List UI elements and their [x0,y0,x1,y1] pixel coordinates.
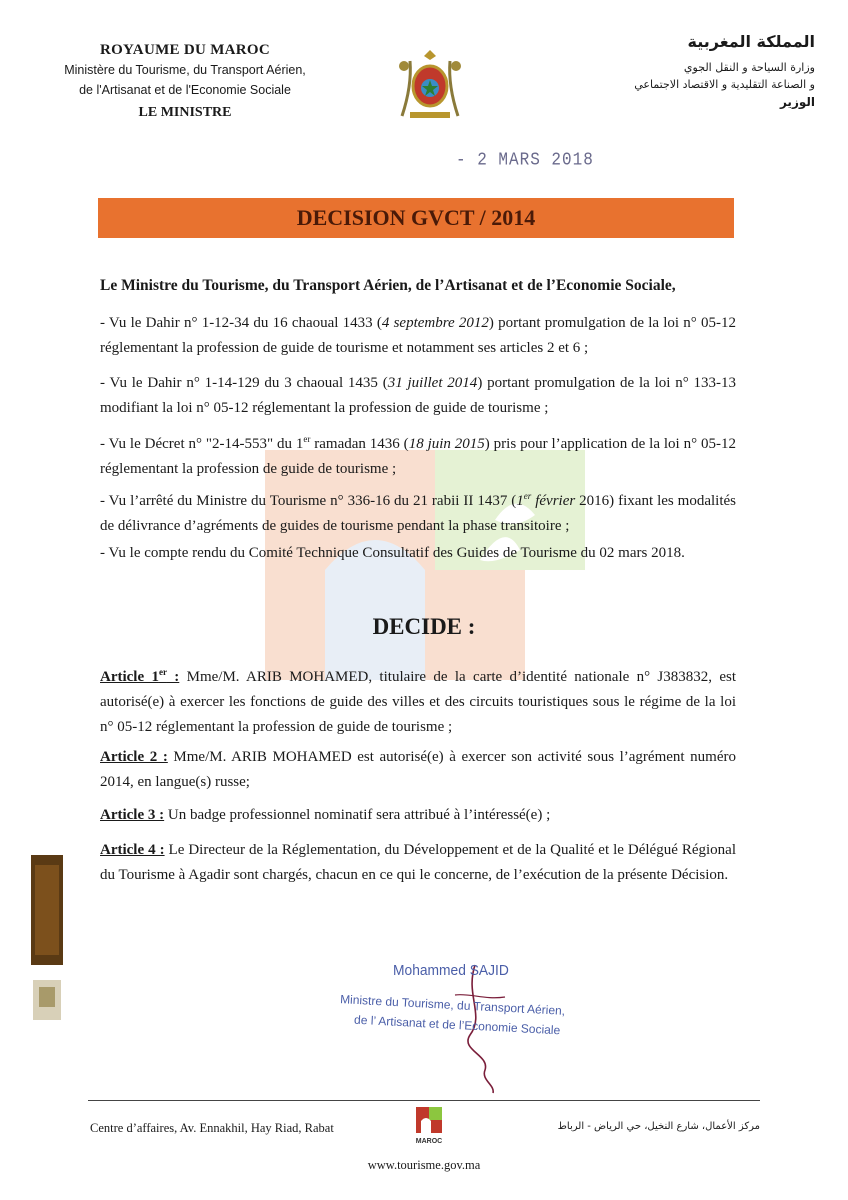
consideration-2: - Vu le Dahir n° 1-14-129 du 3 chaoual 1435 (31 juillet 2014) portant promulgation de la loi n° 133-13 modifiant la loi n° 05-12 réglementant la profession de guide de tourisme ; [100,375,736,416]
ministry-line-2: de l'Artisanat et de l'Economie Sociale [79,83,291,97]
maroc-logo-icon [412,1107,446,1147]
signatory-title-line-2: de l’ Artisanat et de l’Economie Sociale [353,1012,561,1038]
footer-url: www.tourisme.gov.ma [367,1158,481,1172]
minister-title: LE MINISTRE [138,105,232,120]
footer-divider [88,1100,760,1101]
article-2: Article 2 : Mme/M. ARIB MOHAMED est autorisé(e) à exercer son activité sous l’agrément numéro 2014, en langue(s) russe; [100,749,736,790]
consideration-1: - Vu le Dahir n° 1-12-34 du 16 chaoual 1433 (4 septembre 2012) portant promulgation de la loi n° 05-12 réglementant la profession de guide de tourisme et notamment ses articles 2 et 6 ; [100,315,736,356]
article-3: Article 3 : Un badge professionnel nominatif sera attribué à l’intéressé(e) ; [100,807,551,823]
decision-title-banner: DECISION GVCT / 2014 [98,198,734,238]
security-strip-icon [27,855,67,1035]
article-4: Article 4 : Le Directeur de la Réglementation, du Développement et de la Qualité et le Délégué Régional du Tourisme à Agadir sont chargés, chacun en ce qui le concerne, de l’exécution de la présente Décision. [100,842,736,883]
article-2-label: Article 2 : [100,749,168,765]
article-1: Article 1er : Mme/M. ARIB MOHAMED, titulaire de la carte d’identité nationale n° J383832, est autorisé(e) à exercer les fonctions de guide des villes et des circuits touristiques sous le régime de la loi n° 05-12 réglementant la profession de guide de tourisme ; [100,667,736,735]
consideration-3: - Vu le Décret n° "2-14-553" du 1er ramadan 1436 (18 juin 2015) pris pour l’application de la loi n° 05-12 réglementant la profession de guide de tourisme ; [100,434,736,477]
consideration-5: - Vu le compte rendu du Comité Technique Consultatif des Guides de Tourisme du 02 mars 2018. [100,545,685,561]
article-4-label: Article 4 : [100,842,165,858]
article-3-label: Article 3 : [100,807,165,823]
maroc-logo-text: MAROC [415,1138,443,1145]
footer-address: Centre d’affaires, Av. Ennakhil, Hay Riad, Rabat [90,1121,334,1135]
ministry-line-2-ar: و الصناعة التقليدية و الاقتصاد الاجتماعي [634,78,815,91]
signatory-name: Mohammed SAJID [393,962,509,979]
signatory-title-line-1: Ministre du Tourisme, du Transport Aérien, [339,992,566,1018]
kingdom-title-ar: المملكة المغربية [687,32,815,51]
header-right [575,32,815,109]
intro-text: Le Ministre du Tourisme, du Transport Aérien, de l’Artisanat et de l’Economie Sociale, [100,277,676,294]
header-left [40,42,330,121]
article-1-label: Article 1er : [100,667,180,685]
ministry-line-1-ar: وزارة السياحة و النقل الجوي [683,61,815,74]
footer-address-ar: مركز الأعمال، شارع النخيل، حي الرياض - الرباط [557,1121,760,1132]
decide-heading: DECIDE : [372,614,476,639]
ministry-line-1: Ministère du Tourisme, du Transport Aérien, [64,63,306,77]
consideration-4: - Vu l’arrêté du Ministre du Tourisme n° 336-16 du 21 rabii II 1437 (1er février 2016) fixant les modalités de délivrance d’agréments de guides de tourisme pendant la phase transitoire ; [100,491,737,534]
minister-title-ar: الوزير [779,95,815,109]
date-stamp: - 2 MARS 2018 [456,149,594,171]
royal-crest-icon [392,46,468,126]
kingdom-title: ROYAUME DU MAROC [99,42,271,58]
